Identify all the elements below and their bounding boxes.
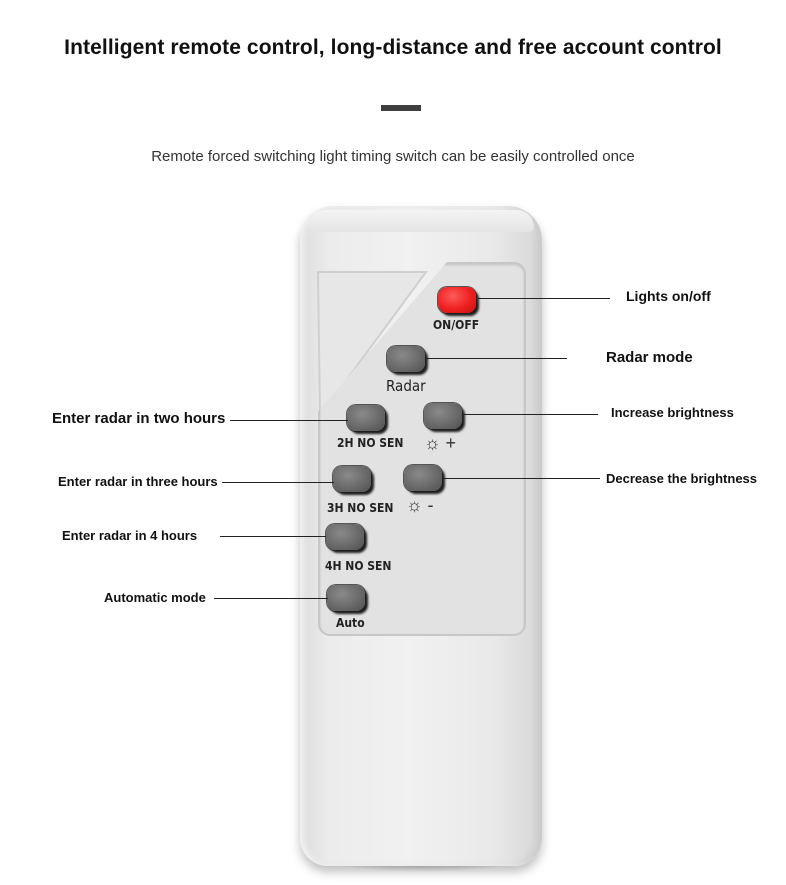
- three-hours-button[interactable]: [333, 466, 371, 492]
- callout-lights-on-off: Lights on/off: [626, 288, 711, 304]
- callout-radar-mode: Radar mode: [606, 349, 693, 366]
- line-lights: [478, 298, 610, 299]
- brightness-down-button[interactable]: [404, 465, 442, 491]
- page-subtitle: Remote forced switching light timing switch can be easily controlled once: [151, 148, 635, 165]
- remote-top-edge: [308, 210, 534, 232]
- brightness-up-symbol: ☼ +: [424, 433, 457, 453]
- three-hours-label: 3H NO SEN: [327, 501, 394, 515]
- brightness-up-button[interactable]: [424, 403, 462, 429]
- on-off-button[interactable]: [438, 287, 476, 313]
- radar-button[interactable]: [387, 346, 425, 372]
- four-hours-button[interactable]: [326, 524, 364, 550]
- auto-button[interactable]: [327, 585, 365, 611]
- callout-decrease-brightness: Decrease the brightness: [606, 471, 758, 486]
- line-decrease: [442, 478, 600, 479]
- callout-four-hours: Enter radar in 4 hours: [62, 528, 198, 543]
- callout-increase-brightness: Increase brightness: [611, 405, 734, 420]
- line-four-hours: [220, 536, 326, 537]
- line-three-hours: [222, 482, 334, 483]
- callout-automatic-mode: Automatic mode: [104, 590, 206, 605]
- radar-label: Radar: [386, 377, 426, 395]
- line-radar: [425, 358, 567, 359]
- page-title: Intelligent remote control, long-distance and free account control: [64, 36, 722, 59]
- brightness-down-symbol: ☼ -: [406, 495, 434, 515]
- title-divider: [381, 105, 421, 111]
- two-hours-label: 2H NO SEN: [337, 436, 404, 450]
- line-automatic: [214, 598, 328, 599]
- on-off-label: ON/OFF: [433, 318, 480, 332]
- two-hours-button[interactable]: [347, 405, 385, 431]
- callout-three-hours: Enter radar in three hours: [58, 474, 218, 489]
- line-two-hours: [230, 420, 348, 421]
- line-increase: [462, 414, 598, 415]
- auto-label: Auto: [336, 616, 365, 630]
- callout-two-hours: Enter radar in two hours: [52, 410, 226, 427]
- four-hours-label: 4H NO SEN: [325, 559, 392, 573]
